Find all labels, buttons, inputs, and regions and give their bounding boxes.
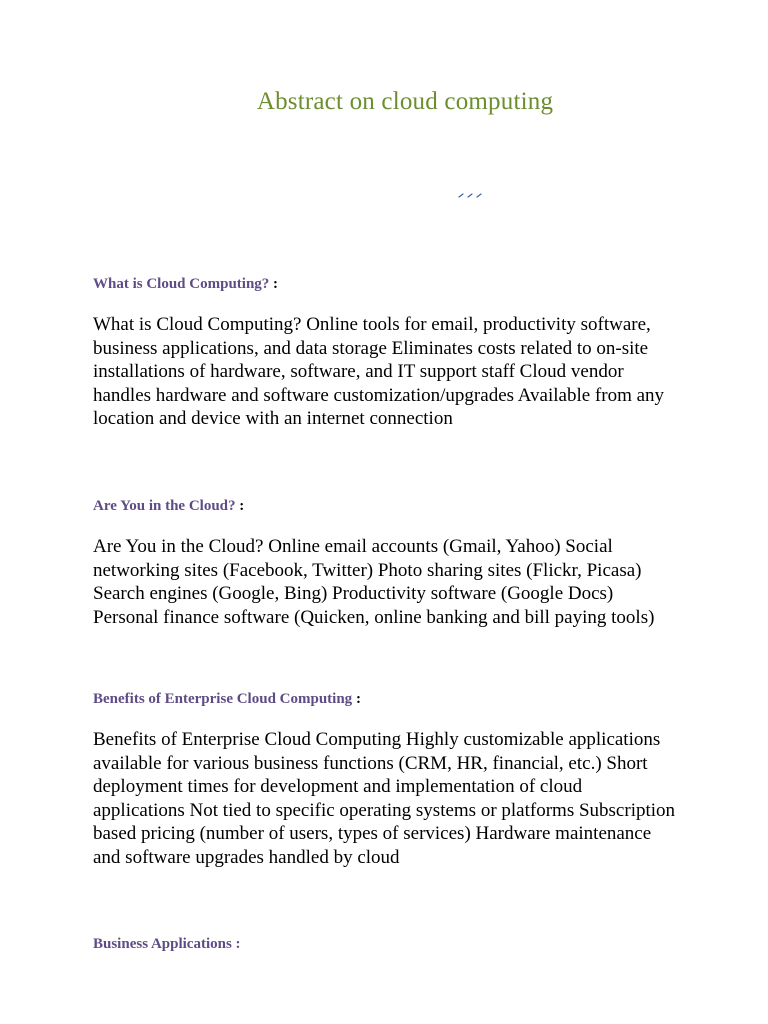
section-heading-are-you-in-cloud: [93, 498, 244, 515]
section-heading-text: Business Applications :: [93, 936, 241, 952]
section-heading-text: Are You in the Cloud?: [93, 498, 236, 514]
section-heading-colon: :: [239, 498, 245, 514]
section-body-are-you-in-cloud: Are You in the Cloud? Online email accounts (Gmail, Yahoo) Social networking sites (Facebook, Twitter) Photo sharing sites (Flickr, Picasa) Search engines (Google, Bing) Productivity software (Google Docs) Personal finance software (Quicken, online banking and bill paying tools): [93, 536, 655, 628]
section-heading-colon: :: [273, 276, 279, 292]
section-body-benefits: Benefits of Enterprise Cloud Computing Highly customizable applications available for various business functions (CRM, HR, financial, etc.) Short deployment times for development and implementation of cloud applications Not tied to specific operating systems or platforms Subscription based pricing (number of users, types of services) Hardware maintenance and software upgrades handled by cloud: [93, 729, 676, 868]
section-heading-benefits: [93, 691, 361, 708]
document-title: Abstract on cloud computing: [256, 88, 554, 115]
section-heading-text: Benefits of Enterprise Cloud Computing: [93, 691, 353, 707]
section-heading-text: What is Cloud Computing?: [93, 276, 270, 292]
section-heading-business-applications: [93, 936, 241, 953]
section-heading-what-is-cloud: [93, 276, 278, 293]
section-heading-colon: :: [355, 691, 361, 707]
decorative-squiggle-icon: [458, 190, 486, 200]
section-body-what-is-cloud: What is Cloud Computing? Online tools for email, productivity software, business applications, and data storage Eliminates costs related to on-site installations of hardware, software, and IT support staff Cloud vendor handles hardware and software customization/upgrades Available from any location and device with an internet connection: [93, 314, 665, 430]
